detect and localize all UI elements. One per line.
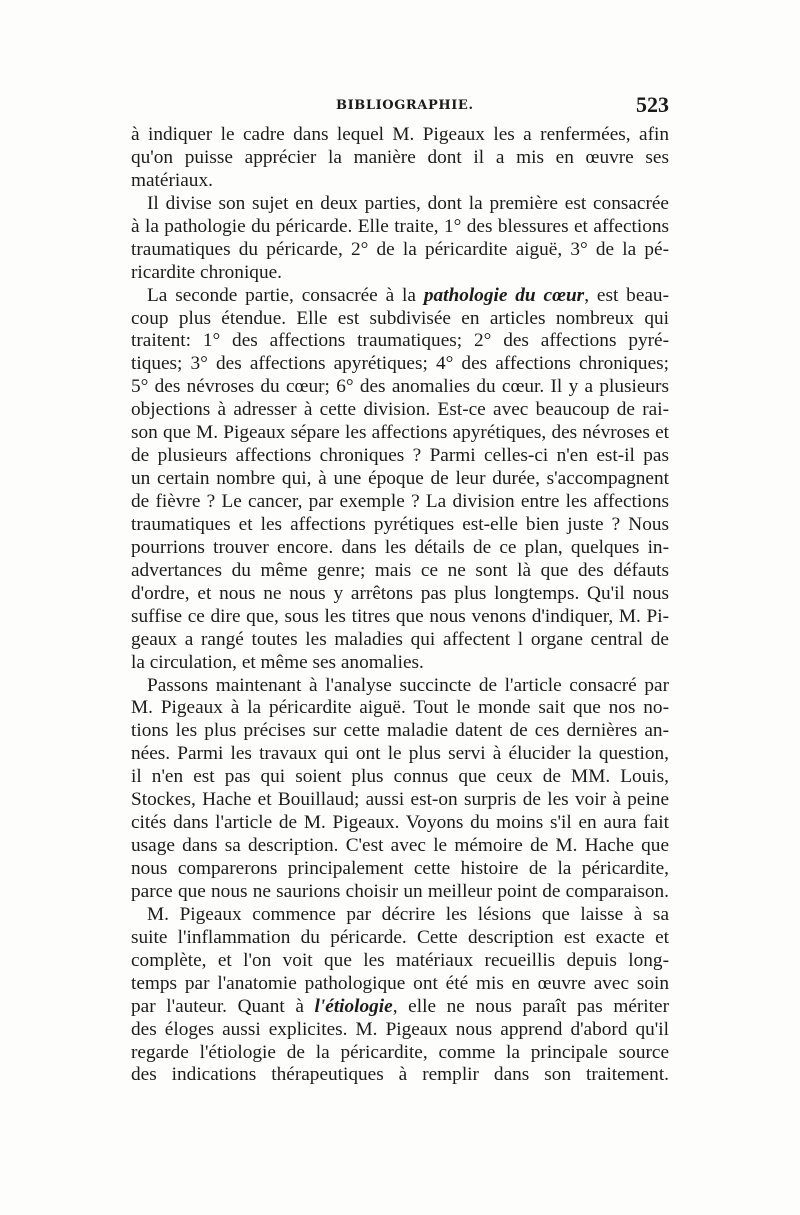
line-text: nées. Parmi les travaux qui ont le plus servi à élucider la question, [131,743,669,765]
line-text: coup plus étendue. Elle est subdivisée en articles nombreux qui [131,307,669,329]
text-line [131,697,669,720]
text-line [131,652,669,675]
line-text: objections à adresser à cette division. Est-ce avec beaucoup de rai- [131,399,669,421]
line-text: Stockes, Hache et Bouillaud; aussi est-on surpris de les voir à peine [131,789,669,811]
text-line [131,835,669,858]
line-text: Passons maintenant à l'analyse succincte de l'article consacré par [147,674,669,696]
text-line [131,468,669,491]
line-text: cités dans l'article de M. Pigeaux. Voyons du moins s'il en aura fait [131,812,669,834]
line-text: de plusieurs affections chroniques ? Parmi celles-ci n'en est-il pas [131,445,669,467]
text-line [131,422,669,445]
line-text: nous comparerons principalement cette histoire de la péricardite, [131,858,669,879]
line-text: Il divise son sujet en deux parties, dont la première est consacrée [147,192,669,214]
text-line [131,216,669,239]
line-text: traitent: 1° des affections traumatiques; 2° des affections pyré- [131,330,669,352]
line-text: parce que nous ne saurions choisir un meilleur point de comparaison. [131,880,669,902]
text-line [131,445,669,468]
running-head: BIBLIOGRAPHIE. [336,98,474,113]
page-header [131,92,669,122]
text-line [131,766,669,789]
text-line [131,353,669,376]
text-line [131,193,669,216]
text-line [131,239,669,262]
line-text: advertances du même genre; mais ce ne sont là que des défauts [131,559,669,581]
line-text: des indications thérapeutiques à remplir dans son traitement. [131,1064,669,1086]
text-line [131,1019,669,1042]
text-line [131,996,669,1019]
text-line [131,376,669,399]
line-text: qu'on puisse apprécier la manière dont il a mis en œuvre ses [131,146,669,168]
text-line [131,927,669,950]
text-line [131,812,669,835]
text-line [131,904,669,927]
line-text: usage dans sa description. C'est avec le mémoire de M. Hache que [131,835,669,857]
line-text: des éloges aussi explicites. M. Pigeaux nous apprend d'abord qu'il [131,1018,669,1040]
text-line [131,170,669,193]
text-line [131,881,669,904]
line-text: de fièvre ? Le cancer, par exemple ? La division entre les affections [131,491,669,512]
line-text: , est beau- [584,284,669,306]
line-text: geaux a rangé toutes les maladies qui affectent l organe central de [131,628,669,650]
text-line [131,560,669,583]
text-line [131,124,669,147]
text-line [131,491,669,514]
line-text: tiques; 3° des affections apyrétiques; 4° des affections chroniques; [131,353,669,375]
line-text: d'ordre, et nous ne nous y arrêtons pas plus longtemps. Qu'il nous [131,582,669,604]
text-line [131,147,669,170]
line-text: à la pathologie du péricarde. Elle traite, 1° des blessures et affections [131,215,669,237]
text-line [131,629,669,652]
line-text: traumatiques du péricarde, 2° de la péricardite aiguë, 3° de la pé- [131,238,669,260]
text-line [131,583,669,606]
text-line [131,308,669,331]
text-line [131,285,669,308]
line-text: son que M. Pigeaux sépare les affections apyrétiques, des névroses et [131,422,669,444]
line-text: temps par l'anatomie pathologique ont été mis en œuvre avec soin [131,972,669,994]
emphasized-text: pathologie du cœur [423,284,585,306]
line-text: tions les plus précises sur cette maladie datent de ces dernières an- [131,720,669,742]
line-text: 5° des névroses du cœur; 6° des anomalies du cœur. Il y a plusieurs [131,376,669,398]
text-line [131,1064,669,1087]
text-line [131,330,669,353]
text-line [131,606,669,629]
line-text: regarde l'étiologie de la péricardite, comme la principale source [131,1041,669,1063]
line-text: , elle ne nous paraît pas mériter [392,995,669,1017]
line-text: un certain nombre qui, à une époque de leur durée, s'accompagnent [131,468,669,490]
line-text: par l'auteur. Quant à [131,995,315,1017]
line-text: suite l'inflammation du péricarde. Cette description est exacte et [131,926,669,948]
line-text: La seconde partie, consacrée à la [147,284,424,306]
line-text: M. Pigeaux commence par décrire les lésions que laisse à sa [147,903,669,925]
text-line [131,743,669,766]
text-line [131,789,669,812]
line-text: pourrions trouver encore. dans les détails de ce plan, quelques in- [131,536,669,558]
text-line [131,399,669,422]
text-line [131,973,669,996]
line-text: à indiquer le cadre dans lequel M. Pigeaux les a renfermées, afin [131,124,669,145]
text-line [131,858,669,881]
page-number: 523 [636,92,669,117]
line-text: la circulation, et même ses anomalies. [131,651,424,673]
emphasized-text: l'étiologie [314,995,393,1017]
text-line [131,537,669,560]
line-text: ricardite chronique. [131,261,282,283]
text-line [131,1042,669,1065]
line-text: complète, et l'on voit que les matériaux recueillis depuis long- [131,949,669,971]
text-line [131,262,669,285]
text-line [131,950,669,973]
line-text: traumatiques et les affections pyrétiques est-elle bien juste ? Nous [131,513,669,535]
text-line [131,675,669,698]
line-text: matériaux. [131,169,213,191]
line-text: il n'en est pas qui soient plus connus que ceux de MM. Louis, [131,766,669,788]
line-text: M. Pigeaux à la péricardite aiguë. Tout le monde sait que nos no- [131,697,669,719]
text-line [131,514,669,537]
body-text [131,124,669,1087]
line-text: suffise ce dire que, sous les titres que nous venons d'indiquer, M. Pi- [131,605,669,627]
text-line [131,720,669,743]
